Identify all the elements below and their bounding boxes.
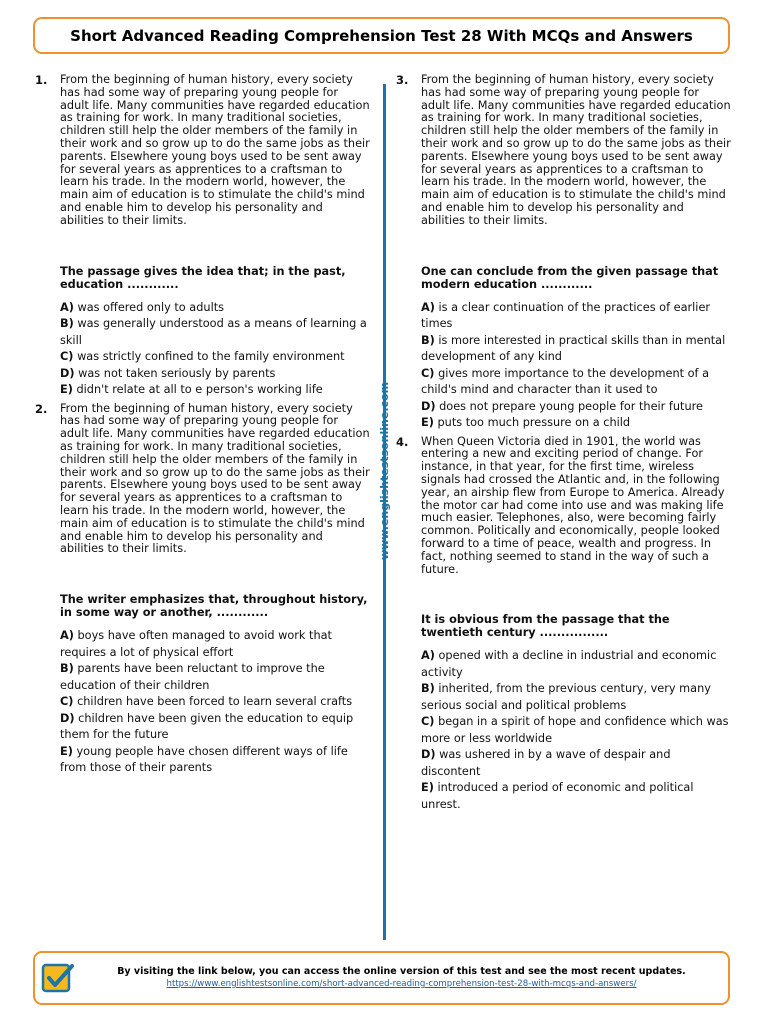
option-e[interactable]: E) didn't relate at all to e person's working life [60, 383, 323, 397]
left-column [35, 74, 370, 777]
option-a[interactable]: A) was offered only to adults [60, 300, 225, 314]
question-1 [35, 74, 370, 399]
footer-link[interactable]: https://www.englishtestsonline.com/short-advanced-reading-comprehension-test-28-with-mcqs-and-answers/ [166, 979, 637, 989]
option-e[interactable]: E) young people have chosen different ways of life from those of their parents [60, 744, 348, 775]
option-c[interactable]: C) began in a spirit of hope and confidence which was more or less worldwide [421, 715, 729, 745]
passage: From the beginning of human history, every society has had some way of preparing young people for adult life. Many communities have regarded education as training for work. In many traditional societies, children still help the older members of the family in their work and so grow up to do the same jobs as their parents. Elsewhere young boys used to be sent away for several years as apprentices to a craftsman to learn his trade. In the modern world, however, the main aim of education is to stimulate the child's mind and enable him to develop his personality and abilities to their limits. [421, 73, 731, 227]
option-b[interactable]: B) parents have been reluctant to improve the education of their children [60, 662, 325, 692]
option-c[interactable]: C) children have been forced to learn several crafts [60, 695, 353, 709]
checkbox-check-icon [41, 961, 75, 995]
option-b[interactable]: B) inherited, from the previous century, very many serious social and political problems [421, 682, 711, 712]
question-stem: One can conclude from the given passage that modern education ............ [421, 264, 719, 291]
option-d[interactable]: D) was ushered in by a wave of despair and discontent [421, 748, 671, 778]
question-number: 3. [396, 73, 409, 87]
option-a[interactable]: A) opened with a decline in industrial and economic activity [421, 649, 717, 679]
right-column [396, 74, 731, 813]
page-title: Short Advanced Reading Comprehension Test 28 With MCQs and Answers [70, 26, 693, 45]
footer-text: By visiting the link below, you can access the online version of this test and see the most recent updates. [117, 966, 686, 977]
option-b[interactable]: B) was generally understood as a means of learning a skill [60, 317, 367, 347]
question-4 [396, 436, 731, 814]
option-a[interactable]: A) is a clear continuation of the practices of earlier times [421, 300, 711, 331]
option-d[interactable]: D) children have been given the education to equip them for the future [60, 711, 354, 742]
question-3 [396, 74, 731, 432]
option-e[interactable]: E) introduced a period of economic and political unrest. [421, 781, 694, 811]
option-c[interactable]: C) gives more importance to the development of a child's mind and character than it used to [421, 366, 710, 397]
question-number: 1. [35, 73, 48, 87]
option-d[interactable]: D) was not taken seriously by parents [60, 366, 276, 380]
option-d[interactable]: D) does not prepare young people for their future [421, 399, 703, 413]
option-e[interactable]: E) puts too much pressure on a child [421, 416, 631, 430]
question-number: 2. [35, 401, 48, 416]
title-box [33, 17, 730, 54]
question-2 [35, 403, 370, 777]
footer-box [33, 951, 730, 1005]
question-stem: The writer emphasizes that, throughout history, in some way or another, ............ [60, 593, 368, 620]
question-stem: It is obvious from the passage that the twentieth century ................ [421, 613, 670, 640]
option-c[interactable]: C) was strictly confined to the family environment [60, 350, 345, 364]
option-a[interactable]: A) boys have often managed to avoid work that requires a lot of physical effort [60, 629, 332, 659]
passage: From the beginning of human history, every society has had some way of preparing young people for adult life. Many communities have regarded education as training for work. In many traditional societies, children still help the older members of the family in their work and so grow up to do the same jobs as their parents. Elsewhere young boys used to be sent away for several years as apprentices to a craftsman to learn his trade. In the modern world, however, the main aim of education is to stimulate the child's mind and enable him to develop his personality and abilities to their limits. [60, 401, 370, 556]
passage: When Queen Victoria died in 1901, the world was entering a new and exciting period of change. For instance, in that year, for the first time, wireless signals had crossed the Atlantic and, in the following year, an airship flew from Europe to America. Already the motor car had come into use and was making life much easier. Telephones, also, were becoming fairly common. Politically and economically, people looked forward to a time of peace, wealth and progress. In fact, nothing seemed to stand in the way of such a future. [421, 434, 725, 576]
option-b[interactable]: B) is more interested in practical skills than in mental development of any kind [421, 333, 726, 364]
passage: From the beginning of human history, every society has had some way of preparing young people for adult life. Many communities have regarded education as training for work. In many traditional societies, children still help the older members of the family in their work and so grow up to do the same jobs as their parents. Elsewhere young boys used to be sent away for several years as apprentices to a craftsman to learn his trade. In the modern world, however, the main aim of education is to stimulate the child's mind and enable him to develop his personality and abilities to their limits. [60, 73, 370, 227]
question-number: 4. [396, 434, 409, 449]
question-stem: The passage gives the idea that; in the past, education ............ [60, 264, 346, 291]
